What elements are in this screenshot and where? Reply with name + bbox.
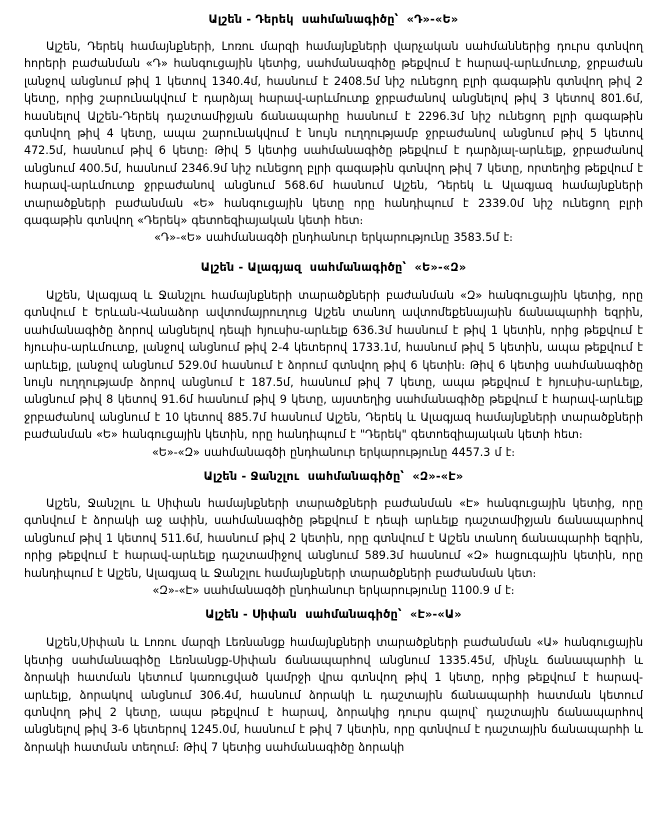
section-body-alshen-alagyaz: Ալշեն, Ալագյազ և Ջանշլու համայնքների տարածքների բաժանման «Զ» հանգուցային կետից, որը գտնվում է Երևան-Վանաձոր ավտոմայրուղուց Ալշեն տանող ավտոմեքենայաին ճանապարհի եզրին, սահմանագիծը ձորով անցնելով դեպի հյուսիս-արևելք 636.3մ հասնում է թիվ 1 կետին, որից թեքվում է հյուսիս-արևմուտք, լանջով անցնում թիվ 2-4 կետերով 1733.1մ, հասնում թիվ 5 կետին, ապա թեքվում է արևելք, լանջով անցնում 529.0մ հասնում է ձորում գտնվող թիվ 6 կետին։ Թիվ 6 կետից սահմանագիծը նույն ուղղությամբ ձորով անցնում է 187.5մ, հասնում թիվ 7 կետը, ապա թեքվում է հյուսիս-արևելք, անցնում թիվ 8 կետով 91.6մ հասնում թիվ 9 կետը, այստեղից սահմանագիծը թեքվում է հարավ-արևելք ջրբաժանով անցնում է 10 կետով 885.7մ հասնում Ալշեն, Դերեկ և Ալագյազ համայնքների տարածքների բաժանման «Ե» հանգուցային կետին, որը հանդիպում է "Դերեկ" գետոեզիայական կետի հետ։ [24,288,643,442]
section-title-alshen-janshlu: Ալշեն - Ջանշլու սահմանագիծը՝ «Զ»-«Է» [203,469,464,483]
section-total-alshen-janshlu: «Զ»-«Է» սահմանագծի ընդհանուր երկարությունը 1100.9 մ է։ [152,583,515,597]
section-total-alshen-alagyaz: «Ե»-«Զ» սահմանագծի ընդհանուր երկարությունը 4457.3 մ է։ [151,445,516,459]
section-alshen-alagyaz [24,260,643,461]
spacer [24,276,643,287]
spacer [24,28,643,38]
section-total-alshen-derek: «Դ»-«Ե» սահմանագծի ընդհանուր երկարությունը 3583.5մ է։ [154,231,513,245]
section-body-alshen-derek: Ալշեն, Դերեկ համայնքների, Լոռու մարզի համայնքների վարչական սահմաններից դուրս գտնվող հորերի բաժանման «Դ» հանգուցային կետից, սահմանագիծը թեքվում է հարավ-արևմուտք, ջրբաժան լանջով անցնում թիվ 1 կետով 1340.4մ, հասնում է 2408.5մ նիշ ունեցող բլրի գագաթին գտնվող թիվ 2 կետը, որից շարունակվում է դարձյալ հարավ-արևմուտք ջրբաժանով անցնելով թիվ 3 կետով 801.6մ, հասնելով Ալշեն-Դերեկ դաշտամիջյան ճանապարհը հասնում է 2296.3մ նիշ ունեցող բլրի գագաթին գտնվող թիվ 4 կետը, ապա շարունակվում է նույն ուղղությամբ ջրբաժանով անցնում թիվ 5 կետով 472.5մ, հասնում թիվ 6 կետը։ Թիվ 5 կետից սահմանագիծը թեքվում է դարձյալ-արևելք, ջրբաժանով անցնում 400.5մ, հասնում 2346.9մ նիշ ունեցող բլրի գագաթին գտնվող թիվ 7 կետը, որտեղից թեքվում է հարավ-արևմուտք ջրբաժանով անցնում 568.6մ հասնում Ալշեն, Դերեկ և Ալագյազ համայնքների տարածքների բաժանման «Ե» հանգուցային կետը որը հանդիպում է 2339.0մ նիշ ունեցող բլրի գագաթին գտնվող «Դերեկ» գետոեզիայական կետի հետ։ [24,40,643,228]
spacer [24,247,643,260]
spacer [24,599,643,607]
section-title-alshen-siphan: Ալշեն - Սիփան սահմանագիծը՝ «Է»-«Ա» [205,608,462,622]
section-title-alshen-alagyaz: Ալշեն - Ալագյազ սահմանագիծը՝ «Ե»-«Զ» [200,260,467,274]
section-alshen-janshlu [24,469,643,599]
spacer [24,623,643,634]
spacer [24,485,643,495]
section-body-alshen-janshlu: Ալշեն, Ջանշլու և Սիփան համայնքների տարածքների բաժանման «Է» հանգուցային կետից, որը գտնվում է ձորակի աջ ափին, սահմանագիծը թեքվում է դեպի արևելք դաշտամիջյան ճանապարհով անցնում թիվ 1 կետով 511.6մ, հասնում թիվ 2 կետին, որը գտնվում է Ալշեն տանող ճանապարհի եզրին, որից թեքվում է հարավ-արևելք դաշտամիջով անցնում 589.3մ հասնում «Զ» հացուգային կետին, որը հանդիպում է Ալշեն, Ալագյազ և Ջանշլու համայնքների տարածքների բաժանման կետ։ [24,496,643,580]
section-alshen-derek [24,12,643,247]
spacer [24,461,643,469]
section-body-alshen-siphan: Ալշեն,Սիփան և Լոռու մարզի Լեռնանցք համայնքների տարածքների բաժանման «Ա» հանգուցային կետից սահմանագիծը Լեռնանցք-Սիփան ճանապարհով անցնում 1335.45մ, մինչև ճանապարհի և ձորակի հատման կետում կառուցված կամրջի վրա գտնվող թիվ 1 կետը, որից թեքվում է հարավ-արևելք, ձորակով անցնում 306.4մ, հասնում ձորակի և դաշտային ճանապարհի հատման կետում գտնվող թիվ 2 կետը, ապա թեքվում է հարավ, ձորակից դուրս գալով՝ դաշտային ճանապարհով անցնելով թիվ 3-6 կետերով 1245.0մ, հասնում է թիվ 7 կետին, որը գտնվում է դաշտային ճանապարհի և ձորակի հատման տեղում։ Թիվ 7 կետից սահմանագիծը ձորակի [24,636,643,754]
section-title-alshen-derek: Ալշեն - Դերեկ սահմանագիծը՝ «Դ»-«Ե» [208,13,459,26]
section-alshen-siphan [24,607,643,756]
